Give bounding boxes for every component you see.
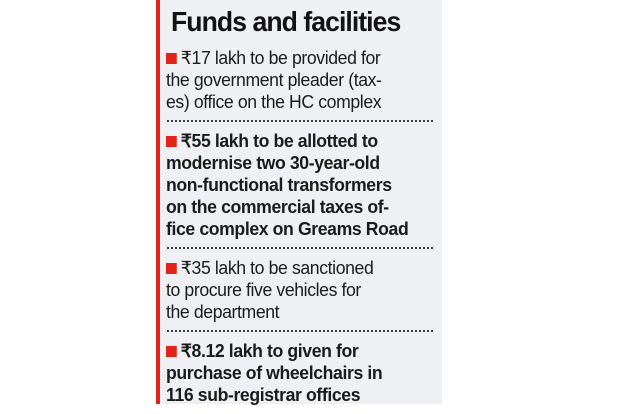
fund-item-line (166, 257, 431, 279)
fund-item-line: purchase of wheelchairs in (166, 363, 383, 383)
fund-item-55-lakh (166, 130, 431, 240)
funds-facilities-panel (156, 0, 442, 404)
fund-item-line: the department (166, 302, 280, 322)
fund-item-text: ₹17 lakh to be provided for (180, 48, 381, 68)
fund-item-line: es) office on the HC complex (166, 92, 382, 112)
fund-item-line: fice complex on Greams Road (166, 219, 409, 239)
fund-item-text: ₹55 lakh to be allotted to (180, 131, 378, 151)
bullet-square-icon (166, 346, 177, 357)
fund-item-8-12-lakh (166, 340, 431, 406)
bullet-square-icon (166, 263, 177, 274)
fund-item-line (166, 130, 431, 152)
bullet-square-icon (166, 53, 177, 64)
panel-title: Funds and facilities (171, 6, 401, 37)
fund-item-line: the government pleader (tax- (166, 70, 382, 90)
fund-item-line: 116 sub-registrar offices (166, 385, 361, 405)
bullet-square-icon (166, 136, 177, 147)
dotted-separator (167, 247, 433, 249)
fund-item-line: modernise two 30-year-old (166, 153, 380, 173)
dotted-separator (167, 120, 433, 122)
fund-item-line: non-functional transformers (166, 175, 392, 195)
dotted-separator (167, 330, 433, 332)
fund-item-line: on the commercial taxes of- (166, 197, 389, 217)
fund-item-line (166, 47, 431, 69)
fund-item-17-lakh (166, 47, 431, 113)
fund-item-35-lakh (166, 257, 431, 323)
fund-item-line (166, 340, 431, 362)
fund-item-line: to procure five vehicles for (166, 280, 361, 300)
fund-item-text: ₹35 lakh to be sanctioned (180, 258, 374, 278)
fund-item-text: ₹8.12 lakh to given for (180, 341, 359, 361)
